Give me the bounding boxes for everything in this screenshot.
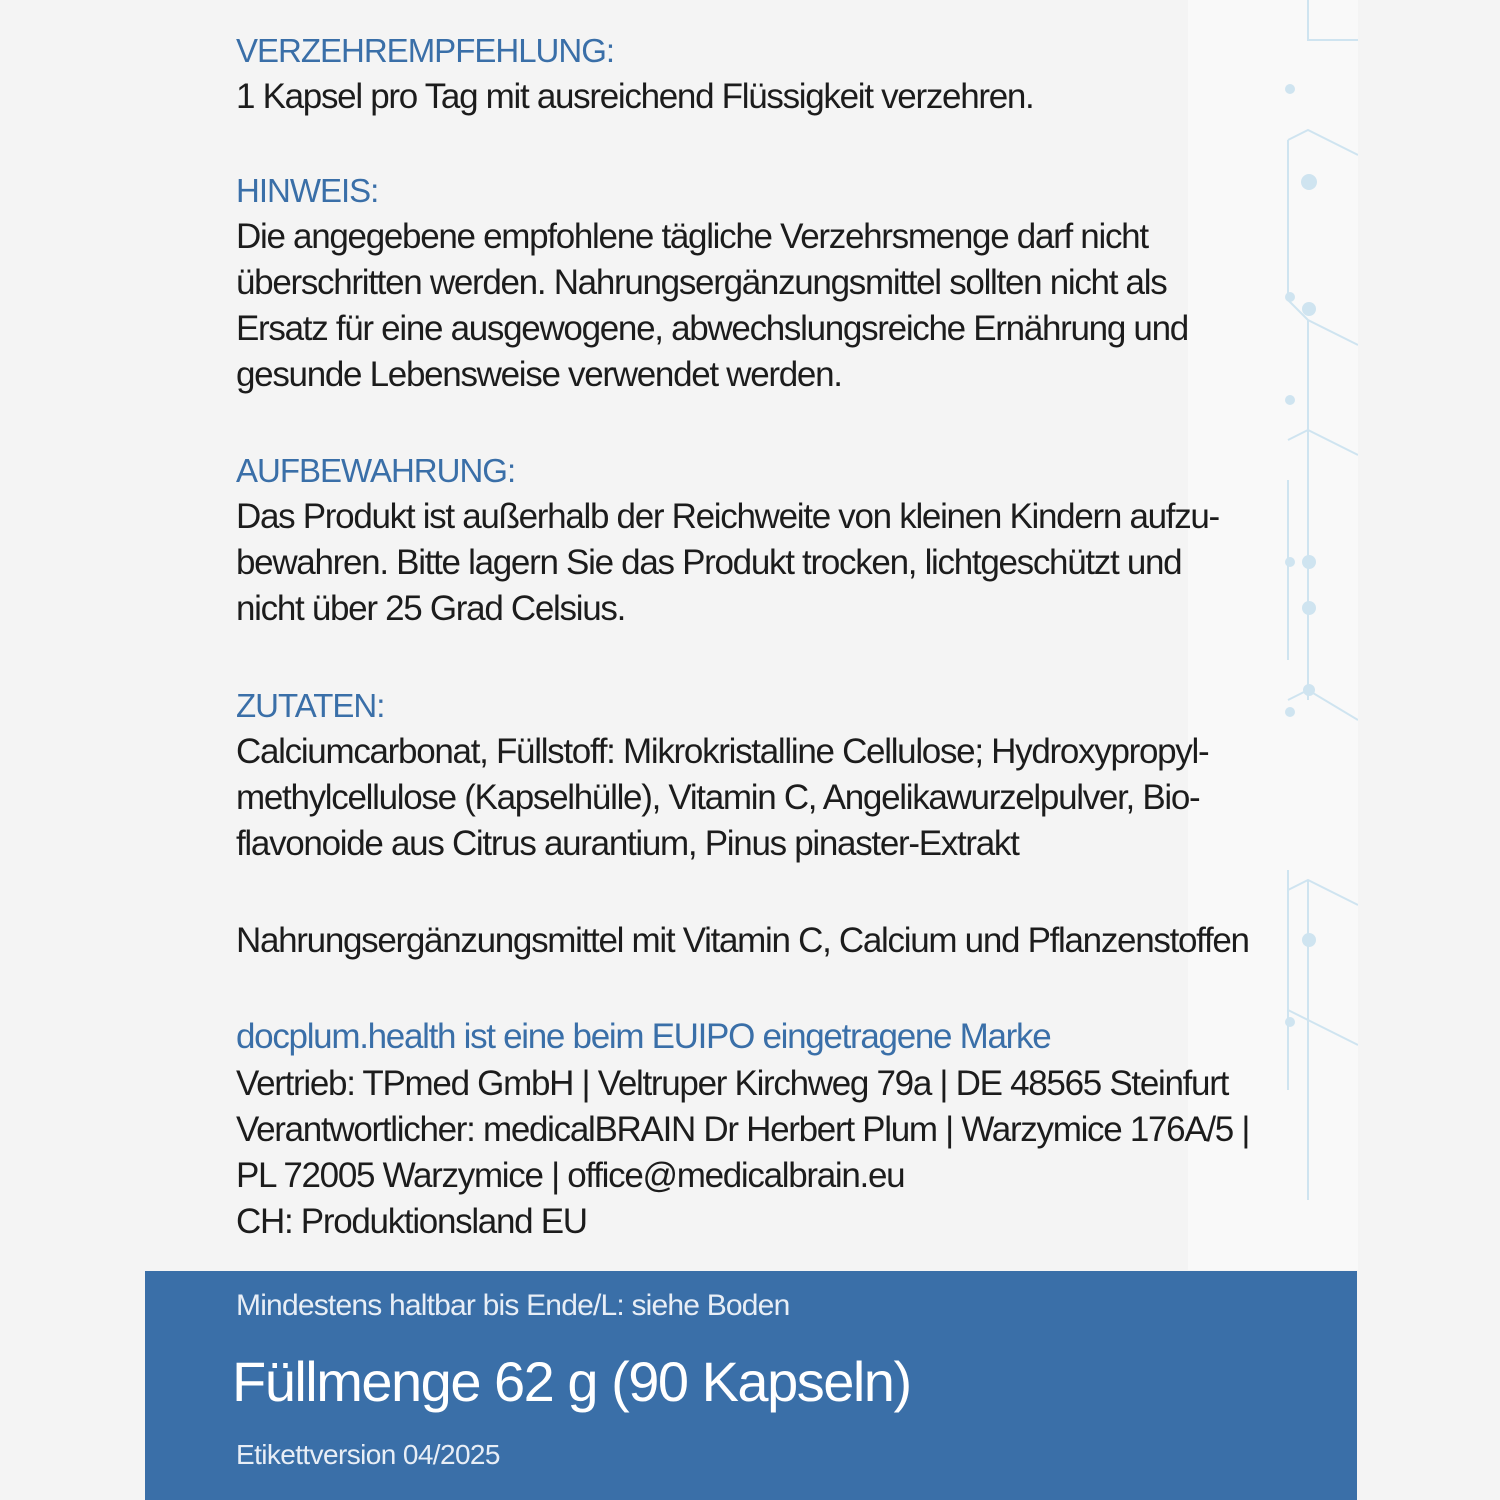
footer-banner <box>145 1271 1357 1500</box>
section-storage <box>236 448 1219 632</box>
note-heading: HINWEIS: <box>236 172 379 209</box>
best-before-text: Mindestens haltbar bis Ende/L: siehe Boden <box>236 1289 790 1322</box>
trademark-text: docplum.health ist eine beim EUIPO eingetragene Marke <box>236 1017 1051 1056</box>
note-text: Die angegebene empfohlene tägliche Verzehrsmenge darf nicht überschritten werden. Nahrungsergänzungsmittel sollten nicht als Ersatz für eine ausgewogene, abwechslungsreiche Ernährung und gesunde Lebensweise verwendet werden. <box>236 217 1188 394</box>
ingredients-text: Calciumcarbonat, Füllstoff: Mikrokristalline Cellulose; Hydroxypropyl- methylcellulose (Kapselhülle), Vitamin C, Angelikawurzelpulver, Bio- flavonoide aus Citrus aurantium, Pinus pinaster-Extrakt <box>236 732 1209 863</box>
ingredients-heading: ZUTATEN: <box>236 687 385 724</box>
section-consumption-recommendation <box>236 28 1033 120</box>
consumption-text: 1 Kapsel pro Tag mit ausreichend Flüssigkeit verzehren. <box>236 77 1034 116</box>
section-note <box>236 168 1188 398</box>
storage-text: Das Produkt ist außerhalb der Reichweite von kleinen Kindern aufzu- bewahren. Bitte lagern Sie das Produkt trocken, lichtgeschützt und nicht über 25 Grad Celsius. <box>236 497 1219 628</box>
distribution-text: Vertrieb: TPmed GmbH | Veltruper Kirchweg 79a | DE 48565 Steinfurt <box>236 1064 1228 1103</box>
storage-heading: AUFBEWAHRUNG: <box>236 452 516 489</box>
section-product-type <box>236 918 1249 964</box>
consumption-heading: VERZEHREMPFEHLUNG: <box>236 32 615 69</box>
responsible-text: Verantwortlicher: medicalBRAIN Dr Herbert Plum | Warzymice 176A/5 | PL 72005 Warzymice | office@medicalbrain.eu <box>236 1110 1250 1195</box>
product-type-text: Nahrungsergänzungsmittel mit Vitamin C, Calcium und Pflanzenstoffen <box>236 921 1249 960</box>
origin-text: CH: Produktionsland EU <box>236 1202 587 1241</box>
label-version-text: Etikettversion 04/2025 <box>236 1439 500 1470</box>
section-brand-info <box>236 1013 1249 1245</box>
fill-quantity-text: Füllmenge 62 g (90 Kapseln) <box>232 1350 911 1413</box>
section-ingredients <box>236 683 1208 867</box>
